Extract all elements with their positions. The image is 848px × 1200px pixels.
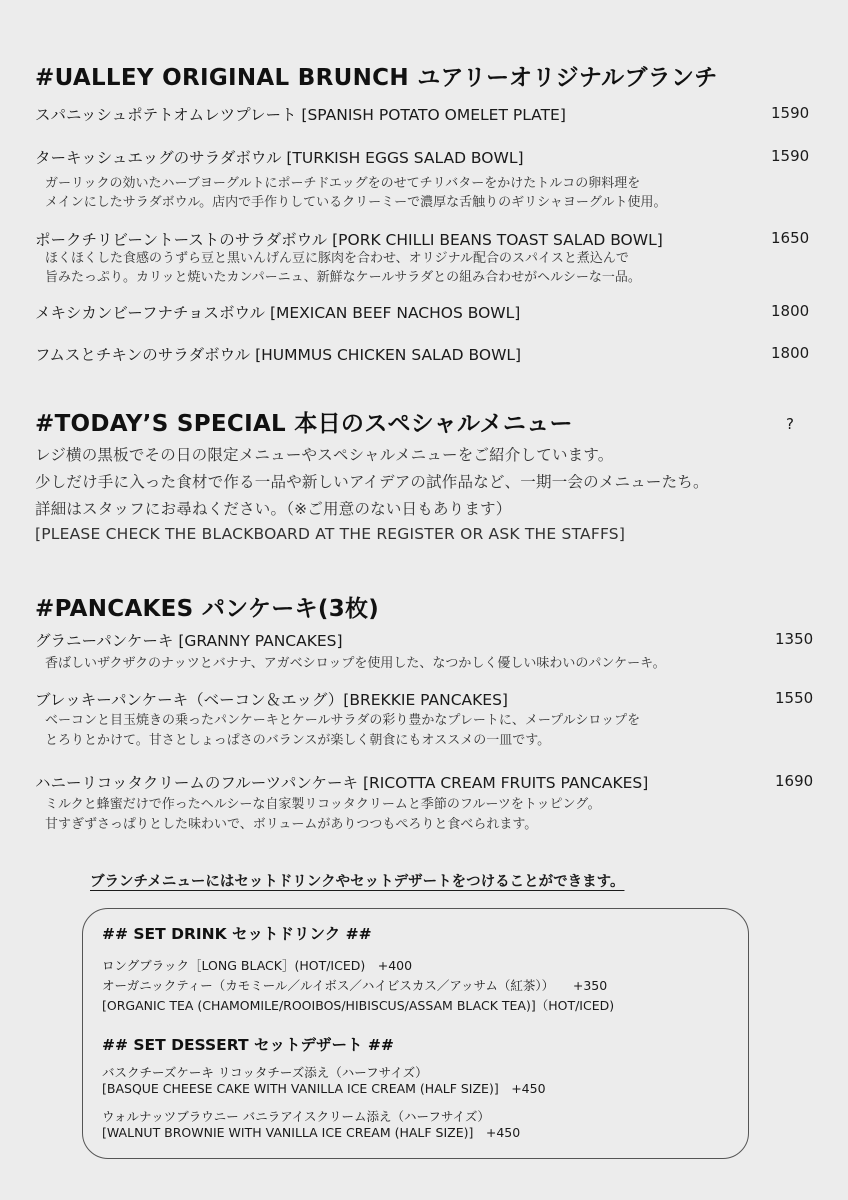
price-spanish-omelet: 1590 xyxy=(771,104,810,122)
menu-item-pork-chilli: ポークチリビーントーストのサラダボウル [PORK CHILLI BEANS TOAST SALAD BOWL] xyxy=(35,231,663,249)
desc-turkish-eggs-line1: ガーリックの効いたハーブヨーグルトにポーチドエッグをのせてチリバターをかけたトルコの卵料理を xyxy=(45,176,641,191)
menu-item-turkish-eggs: ターキッシュエッグのサラダボウル [TURKISH EGGS SALAD BOWL] xyxy=(35,149,524,167)
set-dessert-title: ## SET DESSERT セットデザート ## xyxy=(102,1036,394,1054)
desc-granny-pancakes: 香ばしいザクザクのナッツとバナナ、アガベシロップを使用した、なつかしく優しい味わいのパンケーキ。 xyxy=(45,656,666,671)
special-line-2: 少しだけ手に入った食材で作る一品や新しいアイデアの試作品など、一期一会のメニューたち。 xyxy=(35,473,709,491)
desc-pork-chilli-line2: 旨みたっぷり。カリッと焼いたカンパーニュ、新鮮なケールサラダとの組み合わせがヘルシーな一品。 xyxy=(45,270,641,285)
special-line-4: [PLEASE CHECK THE BLACKBOARD AT THE REGISTER OR ASK THE STAFFS] xyxy=(35,525,626,543)
menu-item-brekkie-pancakes: ブレッキーパンケーキ（ベーコン＆エッグ）[BREKKIE PANCAKES] xyxy=(35,691,508,709)
menu-item-hummus-chicken: フムスとチキンのサラダボウル [HUMMUS CHICKEN SALAD BOWL] xyxy=(35,346,522,364)
price-pork-chilli: 1650 xyxy=(771,229,810,247)
set-drink-title: ## SET DRINK セットドリンク ## xyxy=(102,925,372,943)
price-granny-pancakes: 1350 xyxy=(775,630,814,648)
menu-item-spanish-omelet: スパニッシュポテトオムレツプレート [SPANISH POTATO OMELET PLATE] xyxy=(35,106,566,124)
price-mexican-beef: 1800 xyxy=(771,302,810,320)
set-dessert-line-2: [BASQUE CHEESE CAKE WITH VANILLA ICE CREAM (HALF SIZE)] +450 xyxy=(102,1081,546,1096)
set-dessert-line-4: [WALNUT BROWNIE WITH VANILLA ICE CREAM (HALF SIZE)] +450 xyxy=(102,1125,521,1140)
set-drink-line-3: [ORGANIC TEA (CHAMOMILE/ROOIBOS/HIBISCUS/ASSAM BLACK TEA)]（HOT/ICED) xyxy=(102,998,615,1013)
price-ricotta-pancakes: 1690 xyxy=(775,772,814,790)
special-price: ? xyxy=(786,415,794,433)
set-drink-line-1: ロングブラック［LONG BLACK］(HOT/ICED) +400 xyxy=(102,958,413,973)
set-options-note: ブランチメニューにはセットドリンクやセットデザートをつけることができます。 xyxy=(90,874,625,890)
price-brekkie-pancakes: 1550 xyxy=(775,689,814,707)
pancakes-section-title: #PANCAKES パンケーキ(3枚) xyxy=(35,596,380,622)
menu-item-ricotta-pancakes: ハニーリコッタクリームのフルーツパンケーキ [RICOTTA CREAM FRUITS PANCAKES] xyxy=(35,774,649,792)
special-section-title: #TODAY’S SPECIAL 本日のスペシャルメニュー xyxy=(35,411,573,437)
price-hummus-chicken: 1800 xyxy=(771,344,810,362)
brunch-section-title: #UALLEY ORIGINAL BRUNCH ユアリーオリジナルブランチ xyxy=(35,65,718,91)
menu-item-granny-pancakes: グラニーパンケーキ [GRANNY PANCAKES] xyxy=(35,632,343,650)
price-turkish-eggs: 1590 xyxy=(771,147,810,165)
menu-item-mexican-beef: メキシカンビーフナチョスボウル [MEXICAN BEEF NACHOS BOWL] xyxy=(35,304,521,322)
desc-ricotta-line1: ミルクと蜂蜜だけで作ったヘルシーな自家製リコッタクリームと季節のフルーツをトッピング。 xyxy=(45,797,601,812)
desc-brekkie-line1: ベーコンと目玉焼きの乗ったパンケーキとケールサラダの彩り豊かなプレートに、メープルシロップを xyxy=(45,713,641,728)
set-dessert-line-1: バスクチーズケーキ リコッタチーズ添え（ハーフサイズ） xyxy=(102,1065,428,1080)
desc-brekkie-line2: とろりとかけて。甘さとしょっぱさのバランスが楽しく朝食にもオススメの一皿です。 xyxy=(45,733,551,748)
set-drink-line-2: オーガニックティー（カモミール／ルイボス／ハイビスカス／アッサム（紅茶）） +350 xyxy=(102,978,608,993)
special-line-3: 詳細はスタッフにお尋ねください。（※ご用意のない日もあります） xyxy=(35,500,512,518)
desc-turkish-eggs-line2: メインにしたサラダボウル。店内で手作りしているクリーミーで濃厚な舌触りのギリシャヨーグルト使用。 xyxy=(45,195,667,210)
desc-pork-chilli-line1: ほくほくした食感のうずら豆と黒いんげん豆に豚肉を合わせ、オリジナル配合のスパイスと煮込んで xyxy=(45,251,629,266)
set-dessert-line-3: ウォルナッツブラウニー バニラアイスクリーム添え（ハーフサイズ） xyxy=(102,1109,490,1124)
special-line-1: レジ横の黒板でその日の限定メニューやスペシャルメニューをご紹介しています。 xyxy=(35,446,614,464)
desc-ricotta-line2: 甘すぎずさっぱりとした味わいで、ボリュームがありつつもぺろりと食べられます。 xyxy=(45,817,538,832)
